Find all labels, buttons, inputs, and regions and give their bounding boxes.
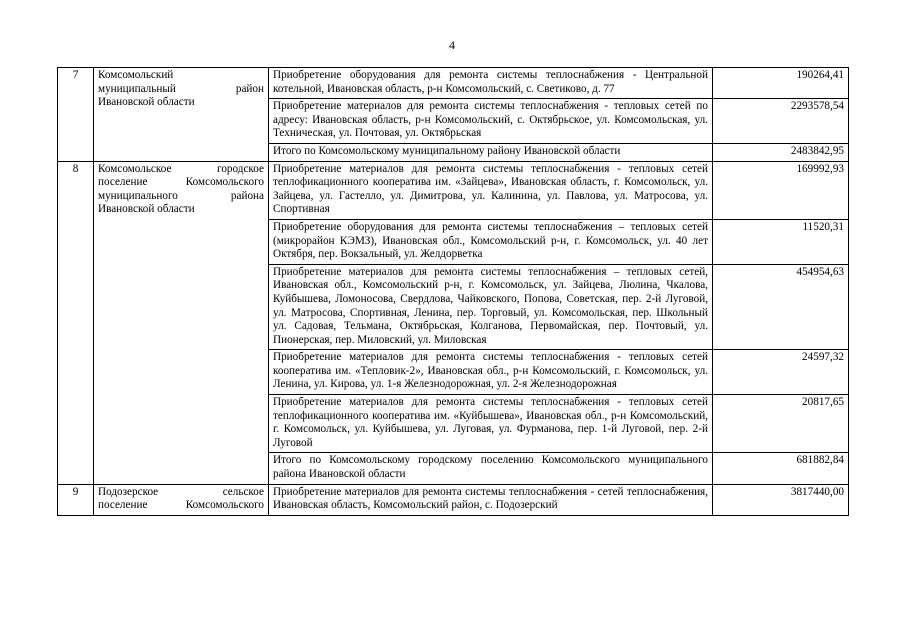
municipality-line: поселение Комсомольского <box>98 176 264 189</box>
amount-cell: 24597,32 <box>713 350 849 395</box>
expenditure-table <box>57 67 849 516</box>
description-cell: Приобретение материалов для ремонта системы теплоснабжения - сетей теплоснабжения, Ивановская область, Комсомольский район, с. Подозерский <box>269 484 713 515</box>
municipality-line: Комсомольский <box>98 69 174 81</box>
amount-cell: 454954,63 <box>713 264 849 350</box>
amount-cell: 3817440,00 <box>713 484 849 515</box>
municipality-line: муниципальный район <box>98 82 264 95</box>
description-cell: Приобретение материалов для ремонта системы теплоснабжения - тепловых сетей теплофикационного кооператива им. «Куйбышева», Ивановская обл., р-н Комсомольский, г. Комсомольск, ул. Куйбышева, ул. Луговая, ул. Фурманова, пер. 1-й Луговой, пер. 2-й Луговой <box>269 395 713 453</box>
municipality-line: муниципального района <box>98 189 264 202</box>
municipality-line: поселение Комсомольского <box>98 499 264 512</box>
description-cell: Приобретение оборудования для ремонта системы теплоснабжения - Центральной котельной, Ивановская область, р-н Комсомольский, с. Светиково, д. 77 <box>269 68 713 99</box>
total-amount: 681882,84 <box>713 453 849 484</box>
municipality-line: Подозерское сельское <box>98 485 264 498</box>
total-amount: 2483842,95 <box>713 143 849 161</box>
page-number: 4 <box>449 38 455 52</box>
municipality-line: Комсомольское городское <box>98 162 264 175</box>
table-row <box>58 68 849 99</box>
table-row <box>58 161 849 219</box>
municipality-cell <box>94 161 269 484</box>
municipality-line: Ивановской области <box>98 203 195 216</box>
description-cell: Приобретение материалов для ремонта системы теплоснабжения - тепловых сетей теплофикационного кооператива им. «Зайцева», Ивановская область, г. Комсомольск, ул. Зайцева, ул. Гастелло, ул. Димитрова, ул. Калинина, ул. Павлова, ул. Матросова, ул. Спортивная <box>269 161 713 219</box>
description-cell: Приобретение оборудования для ремонта системы теплоснабжения – тепловых сетей (микрорайон КЭМЗ), Ивановская обл., Комсомольский р-н, г. Комсомольск, ул. 40 лет Октября, пер. Вокзальный, ул. Желдорветка <box>269 219 713 264</box>
amount-cell: 11520,31 <box>713 219 849 264</box>
description-cell: Приобретение материалов для ремонта системы теплоснабжения - тепловых сетей кооператива им. «Тепловик-2», Ивановская обл., р-н Комсомольский, г. Комсомольск, ул. Ленина, ул. Кирова, ул. 1-я Железнодорожная, ул. 2-я Железнодорожная <box>269 350 713 395</box>
amount-cell: 169992,93 <box>713 161 849 219</box>
total-label: Итого по Комсомольскому муниципальному району Ивановской области <box>269 143 713 161</box>
row-number: 8 <box>58 161 94 484</box>
amount-cell: 2293578,54 <box>713 99 849 144</box>
row-number: 7 <box>58 68 94 162</box>
amount-cell: 20817,65 <box>713 395 849 453</box>
amount-cell: 190264,41 <box>713 68 849 99</box>
municipality-cell <box>94 68 269 162</box>
description-cell: Приобретение материалов для ремонта системы теплоснабжения – тепловых сетей, Ивановская обл., Комсомольский р-н, г. Комсомольск, ул. Зайцева, Люлина, Чкалова, Куйбышева, Ломоносова, Свердлова, Чайковского, Попова, Советская, пер. 2-й Луговой, ул. Матросова, Спортивная, Ленина, пер. Торговый, ул. Комсомольская, пер. Школьный ул. Садовая, Тельмана, Октябрьская, Колганова, Первомайская, пер. Почтовый, ул. Пионерская, пер. Миловский, ул. Миловская <box>269 264 713 350</box>
row-number: 9 <box>58 484 94 515</box>
description-cell: Приобретение материалов для ремонта системы теплоснабжения - тепловых сетей по адресу: Ивановская область, р-н Комсомольский, с. Октябрьское, ул. Комсомольская, ул. Техническая, ул. Почтовая, ул. Октябрьская <box>269 99 713 144</box>
municipality-line: Ивановской области <box>98 96 195 109</box>
total-label: Итого по Комсомольскому городскому поселению Комсомольского муниципального района Ивановской области <box>269 453 713 484</box>
table-row <box>58 484 849 515</box>
municipality-cell <box>94 484 269 515</box>
